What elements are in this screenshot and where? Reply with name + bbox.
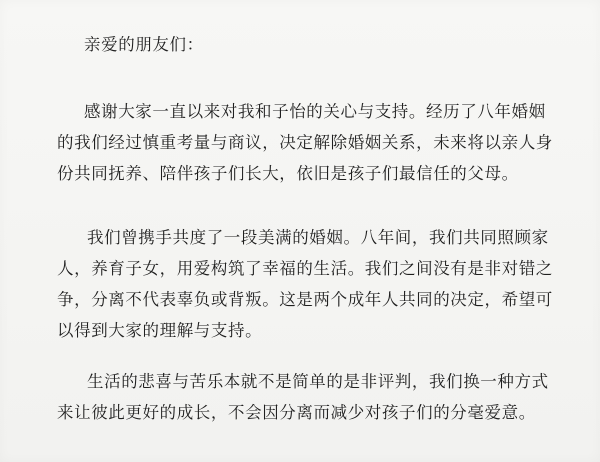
paragraph-3-line-2: 来让彼此更好的成长，不会因分离而减少对孩子们的分毫爱意。 — [57, 403, 536, 422]
paragraph-2 — [57, 222, 554, 346]
paragraph-1-line-2: 的我们经过慎重考量与商议，决定解除婚姻关系，未来将以亲人身 — [57, 133, 553, 152]
paragraph-2-line-3: 争，分离不代表辜负或背叛。这是两个成年人共同的决定，希望可 — [57, 290, 553, 309]
paragraph-1 — [57, 96, 554, 189]
paragraph-1-line-3: 份共同抚养、陪伴孩子们长大，依旧是孩子们最信任的父母。 — [57, 164, 519, 183]
letter-greeting — [84, 29, 554, 60]
paragraph-2-line-2: 人，养育子女，用爱构筑了幸福的生活。我们之间没有是非对错之 — [57, 259, 553, 278]
greeting-line: 亲爱的朋友们： — [84, 35, 204, 54]
paragraph-3 — [57, 366, 554, 428]
paragraph-2-line-1: 我们曾携手共度了一段美满的婚姻。八年间，我们共同照顾家 — [87, 228, 549, 247]
paragraph-2-line-4: 以得到大家的理解与支持。 — [57, 321, 263, 340]
paragraph-1-line-1: 感谢大家一直以来对我和子怡的关心与支持。经历了八年婚姻 — [84, 102, 546, 121]
paragraph-3-line-1: 生活的悲喜与苦乐本就不是简单的是非评判，我们换一种方式 — [87, 372, 549, 391]
